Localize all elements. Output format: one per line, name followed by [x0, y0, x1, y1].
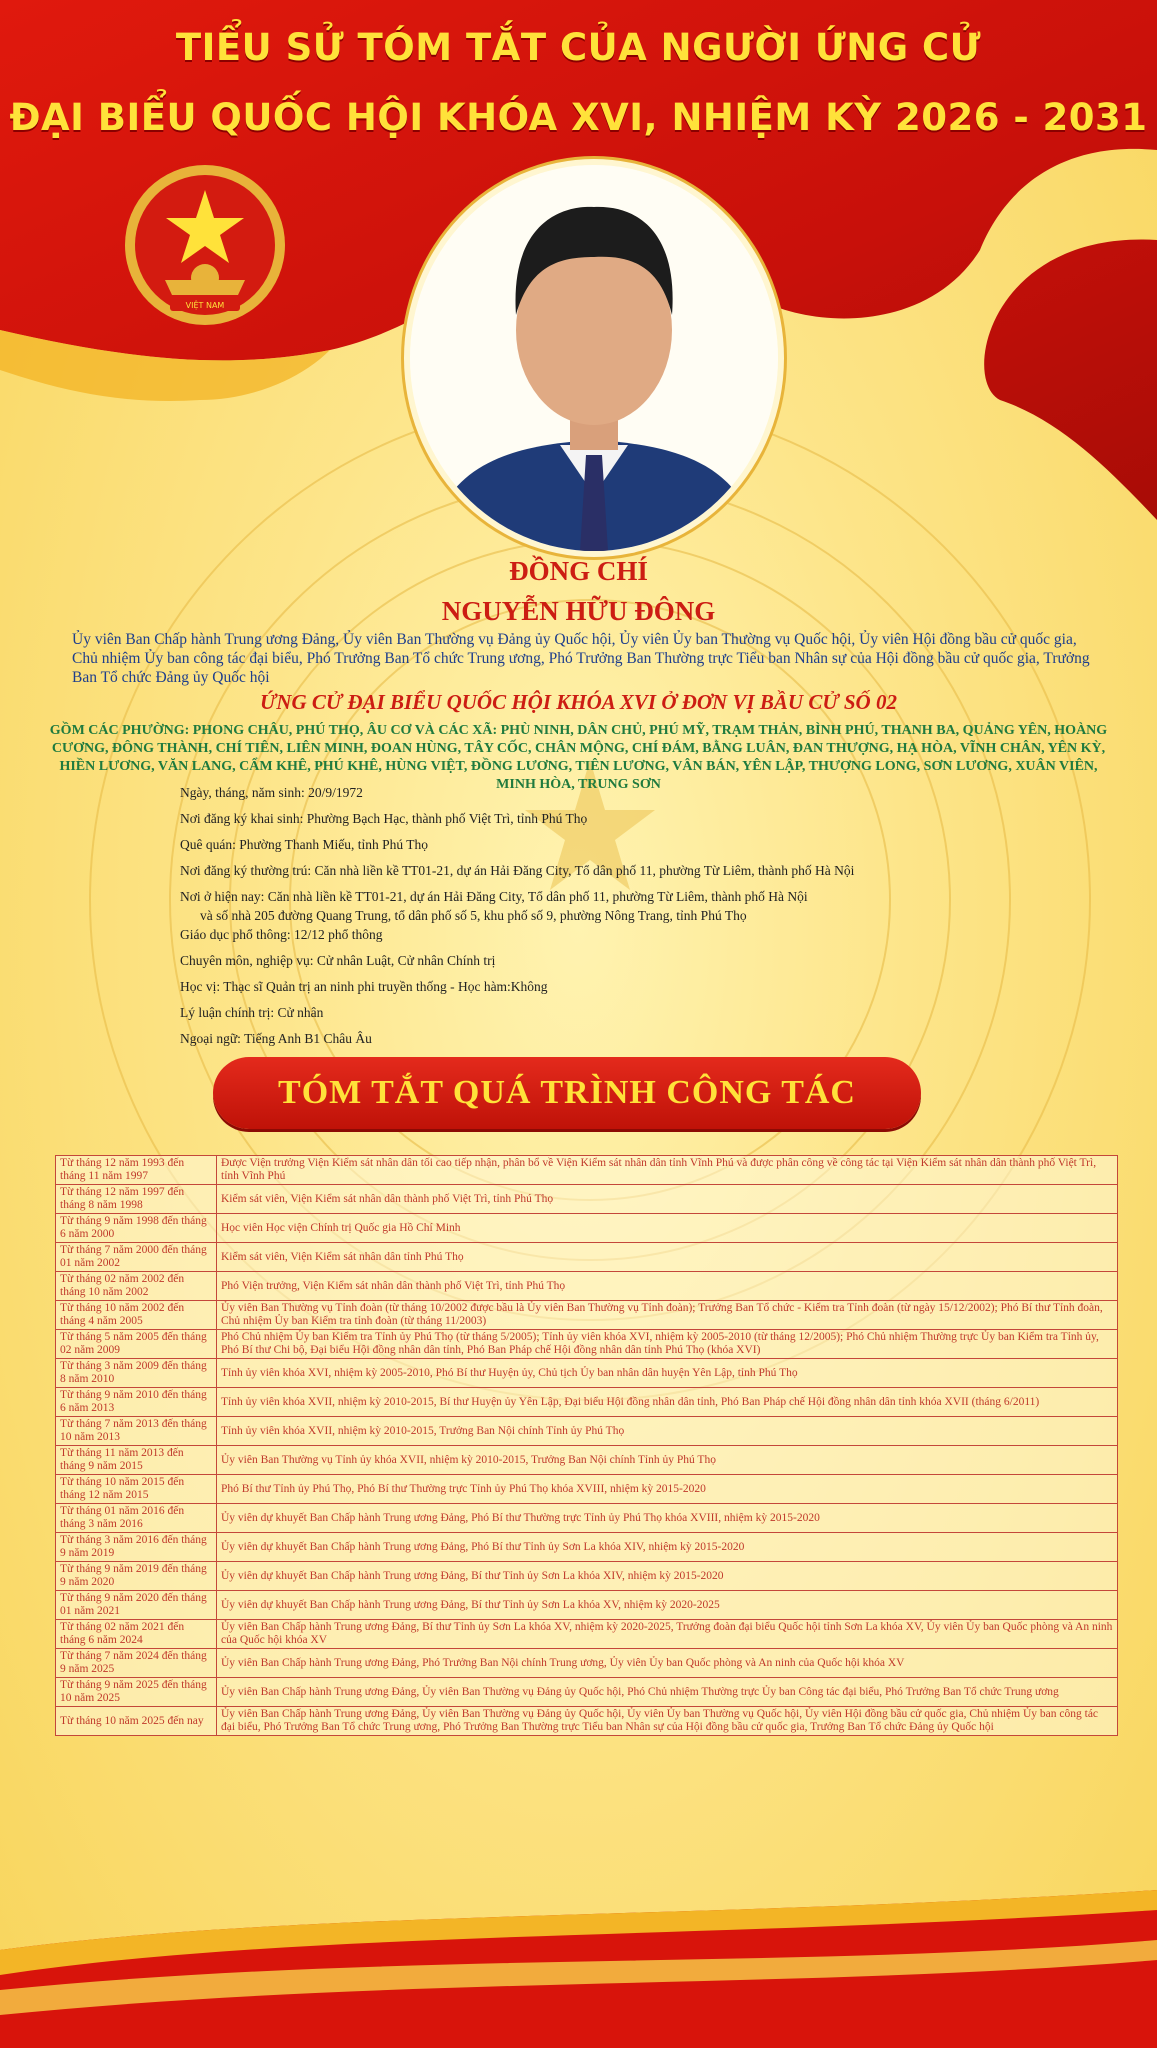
career-row	[56, 1620, 1118, 1649]
career-description: Ủy viên Ban Chấp hành Trung ương Đảng, Ủy viên Ban Thường vụ Đảng ủy Quốc hội, Phó Chủ nhiệm Thường trực Ủy ban Công tác đại biểu, Phó Trưởng Ban Tổ chức Trung ương	[217, 1678, 1118, 1707]
title-line-2: ĐẠI BIỂU QUỐC HỘI KHÓA XVI, NHIỆM KỲ 2026 - 2031	[9, 96, 1148, 139]
career-period: Từ tháng 7 năm 2013 đến tháng 10 năm 2013	[56, 1417, 217, 1446]
career-row	[56, 1591, 1118, 1620]
career-period: Từ tháng 02 năm 2002 đến tháng 10 năm 2002	[56, 1272, 217, 1301]
career-period: Từ tháng 12 năm 1997 đến tháng 8 năm 1998	[56, 1185, 217, 1214]
career-description: Ủy viên Ban Chấp hành Trung ương Đảng, Bí thư Tỉnh ủy Sơn La khóa XV, nhiệm kỳ 2020-2025, Trưởng đoàn đại biểu Quốc hội tỉnh Sơn La khóa XV, Ủy viên Ủy ban Quốc phòng và An ninh của Quốc hội khóa XV	[217, 1620, 1118, 1649]
bio-dob: Ngày, tháng, năm sinh: 20/9/1972	[180, 785, 363, 800]
career-description: Học viên Học viện Chính trị Quốc gia Hồ Chí Minh	[217, 1214, 1118, 1243]
career-period: Từ tháng 10 năm 2015 đến tháng 12 năm 2015	[56, 1475, 217, 1504]
bio-residence: Nơi đăng ký thường trú: Căn nhà liền kề TT01-21, dự án Hải Đăng City, Tổ dân phố 11, phường Từ Liêm, thành phố Hà Nội	[180, 863, 855, 878]
career-banner: TÓM TẮT QUÁ TRÌNH CÔNG TÁC	[213, 1057, 921, 1129]
career-description: Kiểm sát viên, Viện Kiểm sát nhân dân thành phố Việt Trì, tỉnh Phú Thọ	[217, 1185, 1118, 1214]
career-description: Ủy viên Ban Thường vụ Tỉnh ủy khóa XVII, nhiệm kỳ 2010-2015, Trưởng Ban Nội chính Tỉnh ủy Phú Thọ	[217, 1446, 1118, 1475]
career-period: Từ tháng 12 năm 1993 đến tháng 11 năm 1997	[56, 1156, 217, 1185]
bio-language: Ngoại ngữ: Tiếng Anh B1 Châu Âu	[180, 1031, 372, 1046]
bio-details	[180, 784, 940, 1056]
career-description: Ủy viên dự khuyết Ban Chấp hành Trung ương Đảng, Bí thư Tỉnh ủy Sơn La khóa XV, nhiệm kỳ 2020-2025	[217, 1591, 1118, 1620]
career-period: Từ tháng 9 năm 2010 đến tháng 6 năm 2013	[56, 1388, 217, 1417]
career-row	[56, 1301, 1118, 1330]
bio-current-1: Nơi ở hiện nay: Căn nhà liền kề TT01-21, dự án Hải Đăng City, Tổ dân phố 11, phường Từ Liêm, thành phố Hà Nội	[180, 889, 808, 904]
career-row	[56, 1388, 1118, 1417]
career-description: Kiểm sát viên, Viện Kiểm sát nhân dân tỉnh Phú Thọ	[217, 1243, 1118, 1272]
portrait-photo	[410, 165, 778, 551]
career-period: Từ tháng 11 năm 2013 đến tháng 9 năm 2015	[56, 1446, 217, 1475]
career-period: Từ tháng 9 năm 2019 đến tháng 9 năm 2020	[56, 1562, 217, 1591]
career-row	[56, 1475, 1118, 1504]
career-row	[56, 1214, 1118, 1243]
career-row	[56, 1504, 1118, 1533]
bio-birthplace: Nơi đăng ký khai sinh: Phường Bạch Hạc, thành phố Việt Trì, tỉnh Phú Thọ	[180, 811, 588, 826]
honorific: ĐỒNG CHÍ	[509, 556, 648, 586]
bio-education: Giáo dục phổ thông: 12/12 phổ thông	[180, 927, 383, 942]
career-description: Phó Chủ nhiệm Ủy ban Kiểm tra Tỉnh ủy Phú Thọ (từ tháng 5/2005); Tỉnh ủy viên khóa XVI, nhiệm kỳ 2005-2010 (từ tháng 12/2005); Phó Chủ nhiệm Thường trực Ủy ban Kiểm tra Tỉnh ủy, Phó Bí thư Chi bộ, Đại biểu Hội đồng nhân dân tỉnh, Phó Ban Pháp chế Hội đồng nhân dân tỉnh Phú Thọ (khóa XVI)	[217, 1330, 1118, 1359]
bio-hometown: Quê quán: Phường Thanh Miếu, tỉnh Phú Thọ	[180, 837, 428, 852]
career-period: Từ tháng 3 năm 2009 đến tháng 8 năm 2010	[56, 1359, 217, 1388]
national-emblem-icon	[120, 160, 290, 330]
career-row	[56, 1562, 1118, 1591]
career-period: Từ tháng 5 năm 2005 đến tháng 02 năm 2009	[56, 1330, 217, 1359]
career-description: Ủy viên Ban Chấp hành Trung ương Đảng, Phó Trưởng Ban Nội chính Trung ương, Ủy viên Ủy ban Quốc phòng và An ninh của Quốc hội khóa XV	[217, 1649, 1118, 1678]
career-period: Từ tháng 7 năm 2000 đến tháng 01 năm 2002	[56, 1243, 217, 1272]
career-row	[56, 1272, 1118, 1301]
person-name: NGUYỄN HỮU ĐÔNG	[441, 596, 716, 626]
career-description: Tỉnh ủy viên khóa XVII, nhiệm kỳ 2010-2015, Bí thư Huyện ủy Yên Lập, Đại biểu Hội đồng nhân dân tỉnh, Phó Ban Pháp chế Hội đồng nhân dân tỉnh khóa XVII (tháng 6/2011)	[217, 1388, 1118, 1417]
career-period: Từ tháng 7 năm 2024 đến tháng 9 năm 2025	[56, 1649, 217, 1678]
career-row	[56, 1678, 1118, 1707]
emblem-text: VIỆT NAM	[185, 301, 225, 310]
candidacy-wards: GỒM CÁC PHƯỜNG: PHONG CHÂU, PHÚ THỌ, ÂU CƠ VÀ CÁC XÃ: PHÙ NINH, DÂN CHỦ, PHÚ MỸ, TRẠM THẢN, BÌNH PHÚ, THANH BA, QUẢNG YÊN, HOÀNG CƯƠNG, ĐÔNG THÀNH, CHÍ TIÊN, LIÊN MINH, ĐOAN HÙNG, TÂY CỐC, CHÂN MỘNG, CHÍ ĐÁM, BẰNG LUÂN, ĐAN THƯỢNG, HẠ HÒA, VĨNH CHÂN, YÊN KỲ, HIỀN LƯƠNG, VĂN LANG, CẨM KHÊ, PHÚ KHÊ, HÙNG VIỆT, ĐỒNG LƯƠNG, TIÊN LƯƠNG, VÂN BÁN, YÊN LẬP, THƯỢNG LONG, SƠN LƯƠNG, XUÂN VIÊN, MINH HÒA, TRUNG SƠN	[49, 723, 1108, 792]
career-row	[56, 1649, 1118, 1678]
bio-current-2: và số nhà 205 đường Quang Trung, tổ dân phố số 5, khu phố số 9, phường Nông Trang, tỉnh Phú Thọ	[200, 908, 747, 923]
career-row	[56, 1330, 1118, 1359]
bio-degree: Học vị: Thạc sĩ Quản trị an ninh phi truyền thống - Học hàm:Không	[180, 979, 548, 994]
career-period: Từ tháng 10 năm 2002 đến tháng 4 năm 2005	[56, 1301, 217, 1330]
career-description: Được Viện trưởng Viện Kiểm sát nhân dân tối cao tiếp nhận, phân bổ về Viện Kiểm sát nhân dân tỉnh Vĩnh Phú và được phân công về công tác tại Viện Kiểm sát nhân dân thành phố Việt Trì, tỉnh Vĩnh Phú	[217, 1156, 1118, 1185]
career-period: Từ tháng 9 năm 2025 đến tháng 10 năm 2025	[56, 1678, 217, 1707]
person-positions: Ủy viên Ban Chấp hành Trung ương Đảng, Ủy viên Ban Thường vụ Đảng ủy Quốc hội, Ủy viên Ủy ban Thường vụ Quốc hội, Ủy viên Hội đồng bầu cử quốc gia, Chủ nhiệm Ủy ban công tác đại biểu, Phó Trưởng Ban Tổ chức Trung ương, Phó Trưởng Ban Thường trực Tiểu ban Nhân sự của Hội đồng bầu cử quốc gia, Trưởng Ban Tổ chức Đảng ủy Quốc hội	[72, 631, 1090, 686]
career-description: Ủy viên dự khuyết Ban Chấp hành Trung ương Đảng, Phó Bí thư Thường trực Tỉnh ủy Phú Thọ khóa XVIII, nhiệm kỳ 2015-2020	[217, 1504, 1118, 1533]
career-period: Từ tháng 9 năm 1998 đến tháng 6 năm 2000	[56, 1214, 217, 1243]
career-row	[56, 1417, 1118, 1446]
career-row	[56, 1446, 1118, 1475]
candidacy-title: ỨNG CỬ ĐẠI BIỂU QUỐC HỘI KHÓA XVI Ở ĐƠN VỊ BẦU CỬ SỐ 02	[260, 690, 897, 714]
career-row	[56, 1533, 1118, 1562]
career-period: Từ tháng 3 năm 2016 đến tháng 9 năm 2019	[56, 1533, 217, 1562]
career-period: Từ tháng 02 năm 2021 đến tháng 6 năm 2024	[56, 1620, 217, 1649]
career-row	[56, 1243, 1118, 1272]
bio-profession: Chuyên môn, nghiệp vụ: Cử nhân Luật, Cử nhân Chính trị	[180, 953, 496, 968]
career-description: Ủy viên Ban Chấp hành Trung ương Đảng, Ủy viên Ban Thường vụ Đảng ủy Quốc hội, Ủy viên Ủy ban Thường vụ Quốc hội, Ủy viên Hội đồng bầu cử quốc gia, Chủ nhiệm Ủy ban công tác đại biểu, Phó Trưởng Ban Tổ chức Trung ương, Phó Trưởng Ban Thường trực Tiểu ban Nhân sự của Hội đồng bầu cử quốc gia, Trưởng Ban Tổ chức Đảng ủy Quốc hội	[217, 1707, 1118, 1736]
career-row	[56, 1156, 1118, 1185]
career-row	[56, 1359, 1118, 1388]
career-table	[55, 1155, 1118, 1736]
career-description: Phó Bí thư Tỉnh ủy Phú Thọ, Phó Bí thư Thường trực Tỉnh ủy Phú Thọ khóa XVIII, nhiệm kỳ 2015-2020	[217, 1475, 1118, 1504]
title-line-1: TIỂU SỬ TÓM TẮT CỦA NGƯỜI ỨNG CỬ	[175, 26, 982, 69]
career-period: Từ tháng 9 năm 2020 đến tháng 01 năm 2021	[56, 1591, 217, 1620]
career-description: Phó Viện trưởng, Viện Kiểm sát nhân dân thành phố Việt Trì, tỉnh Phú Thọ	[217, 1272, 1118, 1301]
career-row	[56, 1707, 1118, 1736]
bio-politics: Lý luận chính trị: Cử nhân	[180, 1005, 324, 1020]
career-description: Ủy viên dự khuyết Ban Chấp hành Trung ương Đảng, Phó Bí thư Tỉnh ủy Sơn La khóa XIV, nhiệm kỳ 2015-2020	[217, 1533, 1118, 1562]
career-period: Từ tháng 01 năm 2016 đến tháng 3 năm 2016	[56, 1504, 217, 1533]
career-description: Tỉnh ủy viên khóa XVI, nhiệm kỳ 2005-2010, Phó Bí thư Huyện ủy, Chủ tịch Ủy ban nhân dân huyện Yên Lập, tỉnh Phú Thọ	[217, 1359, 1118, 1388]
career-description: Ủy viên dự khuyết Ban Chấp hành Trung ương Đảng, Bí thư Tỉnh ủy Sơn La khóa XIV, nhiệm kỳ 2015-2020	[217, 1562, 1118, 1591]
career-row	[56, 1185, 1118, 1214]
career-description: Ủy viên Ban Thường vụ Tỉnh đoàn (từ tháng 10/2002 được bầu là Ủy viên Ban Thường vụ Tỉnh đoàn); Trưởng Ban Tổ chức - Kiểm tra Tỉnh đoàn (từ ngày 15/12/2002); Phó Bí thư Tỉnh đoàn, Chủ nhiệm Ủy ban Kiểm tra tỉnh đoàn (từ tháng 11/2003)	[217, 1301, 1118, 1330]
career-description: Tỉnh ủy viên khóa XVII, nhiệm kỳ 2010-2015, Trưởng Ban Nội chính Tỉnh ủy Phú Thọ	[217, 1417, 1118, 1446]
bottom-decoration	[0, 1890, 1157, 2048]
career-period: Từ tháng 10 năm 2025 đến nay	[56, 1707, 217, 1736]
